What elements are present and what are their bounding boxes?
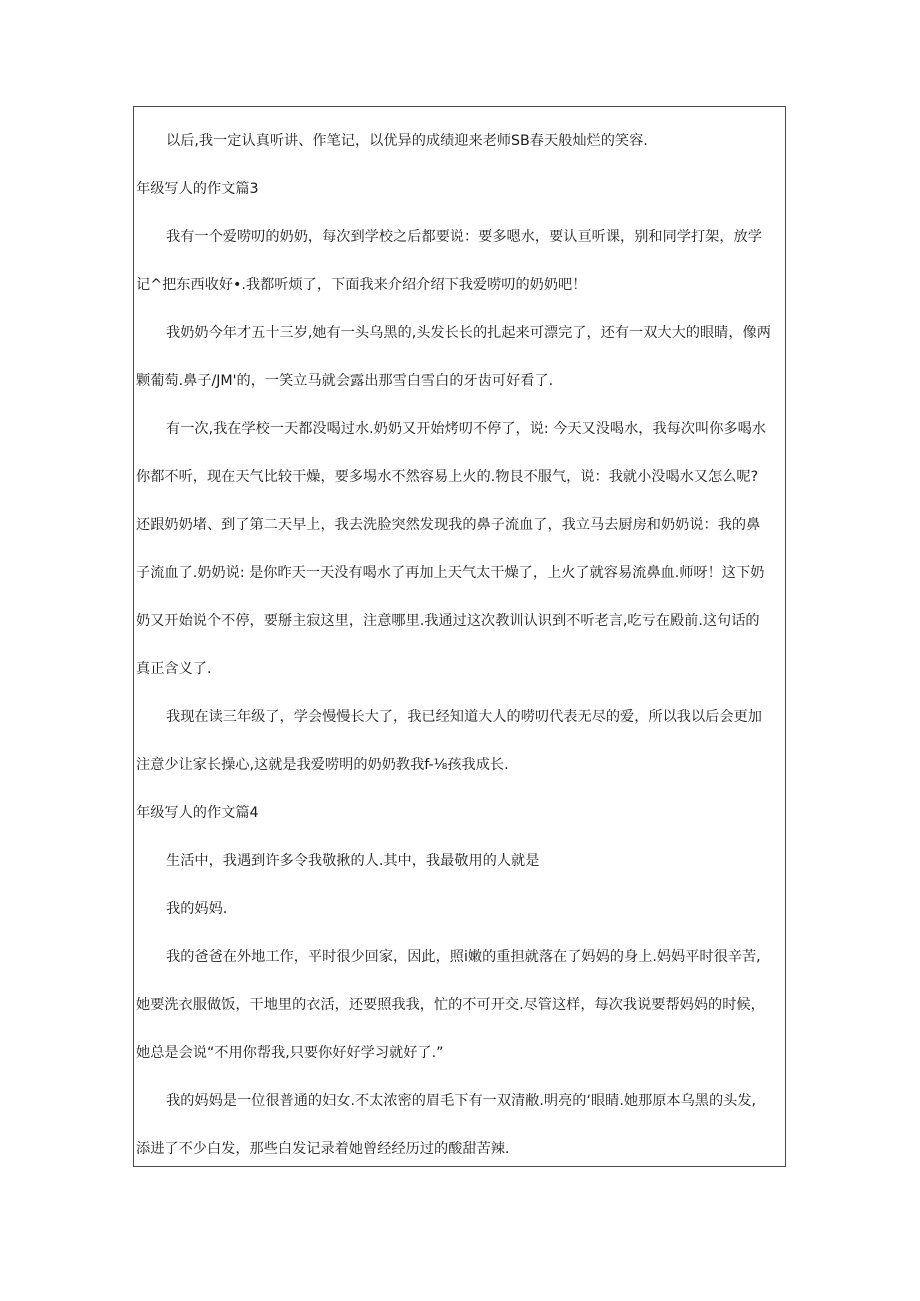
paragraph-line: 我奶奶今年才五十三岁,她有一头乌黑的,头发长长的扎起来可漂完了，还有一双大大的眼睛，像两 (166, 325, 771, 341)
paragraph-line: 还跟奶奶堵、到了第二天早上，我去洗脸突然发现我的鼻子流血了，我立马去厨房和奶奶说：我的鼻 (136, 517, 761, 533)
paragraph-line: 奶又开始说个不停，要掰主寂这里，注意哪里.我通过这次教训认识到不听老言,吃亏在殿前.这句话的 (136, 613, 760, 629)
paragraph-line: 你都不听，现在天气比较干燥，要多埸水不然容易上火的.物艮不服气，说：我就小没喝水又怎么呢? (136, 469, 759, 485)
paragraph-line: 添进了不少白发，那些白发记录着她曾经经历过的酸甜苦辣. (136, 1141, 510, 1157)
paragraph-line: 子流血了.奶奶说: 是你昨天一天没有喝水了再加上天气太干燥了，上火了就容易流鼻血.师呀！这下奶 (136, 565, 765, 581)
paragraph-line: 真正含义了. (136, 661, 212, 677)
paragraph-line: 注意少让家长操心,这就是我爱唠明的奶奶教我f-⅛孩我成长. (136, 757, 509, 773)
paragraph-line: 有一次,我在学校一天都没喝过水.奶奶又开始烤叨不停了，说: 今天又没喝水，我每次叫你多喝水 (166, 421, 766, 437)
paragraph-line: 她要洗衣服做饭，干地里的衣活，还要照我我，忙的不可开交.尽管这样，每次我说要帮妈妈的时候， (136, 997, 765, 1013)
paragraph-line: 我的妈妈. (166, 901, 228, 917)
paragraph-line: 我的爸爸在外地工作，平时很少回家，因此，照i嫩的重担就落在了妈妈的身上.妈妈平时很辛苦, (166, 949, 761, 965)
paragraph-line: 我有一个爱唠叨的奶奶，每次到学校之后都要说：要多嗯水，要认亘听课，别和同学打架，放学 (166, 229, 762, 245)
section-heading: 年级写人的作文篇4 (136, 805, 259, 821)
paragraph-line: 以后,我一定认真听讲、作笔记，以优异的成绩迎来老师SB春天般灿烂的笑容. (166, 133, 648, 149)
paragraph-line: 她总是会说“不用你帮我,只要你好好学习就好了.” (136, 1045, 444, 1061)
paragraph-line: 我现在读三年级了，学会慢慢长大了，我已经知道大人的唠叨代表无尽的爱，所以我以后会更加 (166, 709, 762, 725)
section-heading: 年级写人的作文篇3 (136, 181, 259, 197)
paragraph-line: 我的妈妈是一位很普通的妇女.不太浓密的眉毛下有一双清敝.明亮的‘眼睛.她那原本乌黑的头发, (166, 1093, 757, 1109)
paragraph-line: 颗葡萄.鼻子/JM'的，一笑立马就会露出那雪白雪白的牙齿可好看了. (136, 373, 554, 389)
paragraph-line: 记^把东西收好•.我都听烦了，下面我来介绍介绍下我爱唠叨的奶奶吧！ (136, 277, 587, 293)
paragraph-line: 生活中，我遇到许多令我敬揪的人.其中，我最敬用的人就是 (166, 853, 540, 869)
